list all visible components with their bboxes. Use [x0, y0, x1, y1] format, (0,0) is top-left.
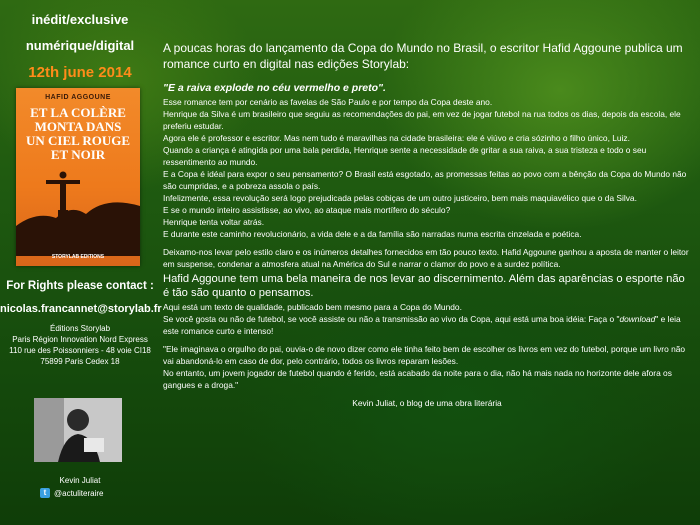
review-signature: Kevin Juliat, o blog de uma obra literária [352, 398, 502, 408]
synopsis-line: E se o mundo inteiro assistisse, ao vivo, ao ataque mais mortífero do século? [163, 205, 451, 215]
tag-digital: numérique/digital [25, 38, 135, 53]
synopsis-line: Quando a criança é atingida por uma bala perdida, Henrique sente a necessidade de gritar a sua raiva, a sua tristeza e todo o seu ressentimento ao mundo. [163, 145, 647, 167]
christ-redeemer-silhouette-icon [16, 156, 140, 256]
book-title-line: ET NOIR [50, 147, 106, 162]
review-paragraph: Deixamo-nos levar pelo estilo claro e os inúmeros detalhes fornecidos em tão pouco texto. Hafid Aggoune ganhou a aposta de manter o leitor em suspense, condenar a atmosfera atual na América do Sul e narrar o clamor do povo e a surdez política. [163, 247, 689, 269]
address-line: 75899 Paris Cedex 18 [40, 357, 120, 366]
book-cover[interactable] [16, 88, 140, 266]
release-date: 12th june 2014 [28, 64, 132, 81]
synopsis-line: E a Copa é idéal para expor o seu pensamento? O Brasil está esgotado, as promessas feitas ao povo com a bênção da Copa do Mundo não são cumpridas, e a pobreza assola o país. [163, 169, 687, 191]
person-reading-photo-icon [34, 398, 122, 462]
rights-label: For Rights please contact : [6, 280, 154, 292]
book-title-line: MONTA DANS [34, 119, 122, 134]
recommendation-line: Aqui está um texto de qualidade, publicado bem mesmo para a Copa do Mundo. [163, 302, 462, 312]
synopsis-line: Esse romance tem por cenário as favelas de São Paulo e por tempo da Copa deste ano. [163, 97, 493, 107]
author-name: Kevin Juliat [59, 476, 101, 485]
book-excerpt: No entanto, um jovem jogador de futebol quando é ferido, está acabado da noite para o dia, não há mais nada no horizonte dele afora os gangues e a droga." [163, 368, 672, 390]
recommendation-line [163, 313, 691, 337]
highlight-statement: Hafid Aggoune tem uma bela maneira de nos levar ao discernimento. Além das aparências o esporte não é tão são quanto o pensamos. [163, 273, 685, 299]
book-title-line: UN CIEL ROUGE [25, 133, 131, 148]
book-excerpt: "Ele imaginava o orgulho do pai, ouvia-o de novo dizer como ele tinha feito bem de escolher os livros em vez do futebol, porque um livro não vai abandoná-lo em caso de dor, pelo contrário, todos os livros reparam lesões. [163, 344, 686, 366]
address-line: Éditions Storylab [49, 324, 111, 333]
synopsis-line: Agora ele é professor e escritor. Mas nem tudo é maravilhas na cidade brasileira: ele é viúvo e cria sózinho o filho único, Luiz. [163, 133, 630, 143]
publisher-address [0, 323, 160, 367]
article-body [163, 40, 691, 409]
left-sidebar [0, 0, 160, 525]
twitter-icon: t [40, 488, 50, 498]
article-intro: A poucas horas do lançamento da Copa do Mundo no Brasil, o escritor Hafid Aggoune publica um romance curto en digital nas edições Storylab: [163, 41, 683, 71]
twitter-handle: @actuliteraire [54, 488, 104, 498]
download-emphasis: download [619, 314, 656, 324]
twitter-link[interactable] [40, 488, 103, 498]
tag-exclusive: inédit/exclusive [31, 12, 129, 27]
book-cover-publisher: STORYLAB EDITIONS [51, 254, 105, 260]
recommendation-text: " e leia este romance curto e intenso! [163, 314, 681, 336]
synopsis-line: E durante este caminho revolucionário, a vida dele e a da família são narradas numa escrita cinzelada e poética. [163, 229, 582, 239]
synopsis-line: Henrique da Silva é um brasileiro que seguiu as recomendações do pai, em vez de jogar futebol na rua todos os dias, depois da escola, ele preferiu estudar. [163, 109, 681, 131]
book-title-line: ET LA COLÈRE [30, 105, 126, 120]
recommendation-text: Se você gosta ou não de futebol, se você assiste ou não a transmissão ao vivo da Copa, aqui está uma boa idéia: Faça o " [163, 314, 620, 324]
book-cover-author: HAFID AGGOUNE [45, 94, 111, 101]
author-photo [34, 398, 122, 462]
synopsis-block [163, 96, 691, 240]
rights-email-link[interactable]: nicolas.francannet@storylab.fr [0, 303, 162, 315]
address-line: Paris Région Innovation Nord Express [12, 335, 148, 344]
book-title-quote: "E a raiva explode no céu vermelho e preto". [163, 82, 386, 94]
synopsis-line: Henrique tenta voltar atrás. [163, 217, 265, 227]
synopsis-line: Infelizmente, essa revolução será logo prejudicada pelas cobiças de um outro justiceiro, bem mais maquiavélico que o da Silva. [163, 193, 637, 203]
address-line: 110 rue des Poissonniers - 48 voie CI18 [9, 346, 151, 355]
book-cover-title [16, 106, 140, 162]
